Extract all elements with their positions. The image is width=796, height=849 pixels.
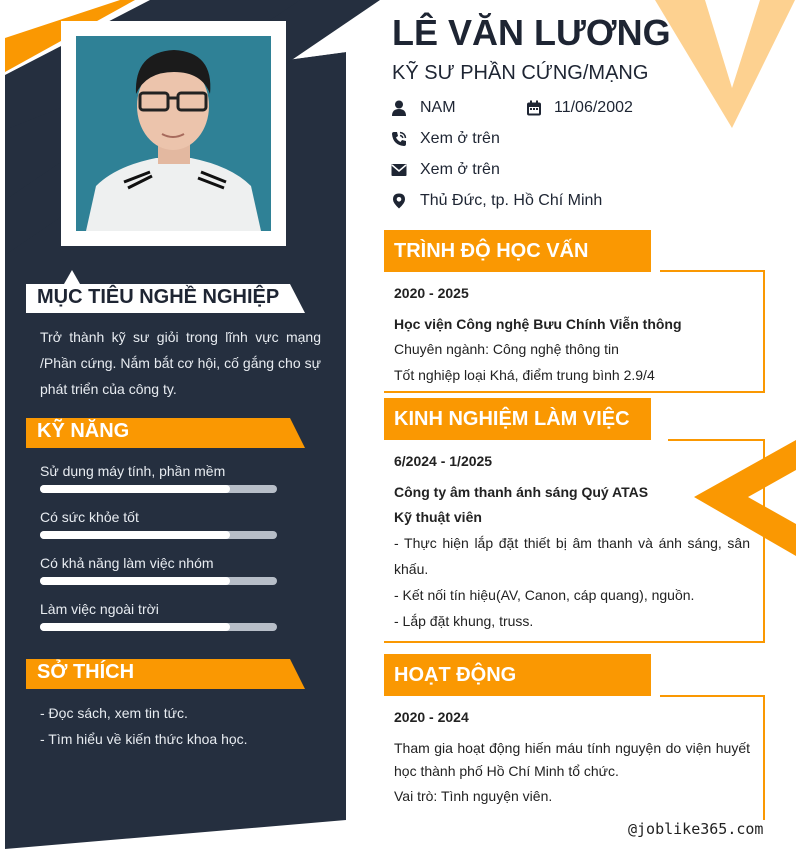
address-value: Thủ Đức, tp. Hồ Chí Minh bbox=[420, 192, 603, 209]
activities-frame bbox=[660, 696, 764, 820]
skill-label: Có sức khỏe tốt bbox=[40, 509, 139, 525]
v-decoration bbox=[655, 0, 795, 128]
skill-bar bbox=[40, 485, 277, 493]
education-period: 2020 - 2025 bbox=[394, 285, 469, 301]
hobbies-list bbox=[40, 700, 248, 752]
experience-company: Công ty âm thanh ánh sáng Quý ATAS bbox=[394, 484, 649, 500]
profile-photo bbox=[76, 36, 271, 231]
skill-bar-fill bbox=[40, 485, 230, 493]
experience-role: Kỹ thuật viên bbox=[394, 509, 482, 525]
skill-label: Làm việc ngoài trời bbox=[40, 601, 159, 617]
watermark: @joblike365.com bbox=[628, 820, 764, 838]
hobbies-heading: SỞ THÍCH bbox=[37, 661, 135, 683]
experience-task: - Lắp đặt khung, truss. bbox=[394, 613, 534, 629]
education-result: Tốt nghiệp loại Khá, điểm trung bình 2.9/4 bbox=[394, 367, 655, 383]
skill-bar-fill bbox=[40, 577, 230, 585]
hobby-item: - Đọc sách, xem tin tức. bbox=[40, 705, 188, 721]
hobby-item: - Tìm hiểu về kiến thức khoa học. bbox=[40, 731, 248, 747]
experience-period: 6/2024 - 1/2025 bbox=[394, 453, 493, 469]
skills-heading: KỸ NĂNG bbox=[37, 420, 130, 442]
birthdate-value: 11/06/2002 bbox=[554, 99, 633, 116]
skill-bar-fill bbox=[40, 623, 230, 631]
experience-task: - Thực hiện lắp đặt thiết bị âm thanh và ánh sáng, sân bbox=[394, 535, 750, 551]
mail-icon bbox=[391, 162, 407, 178]
skill-bar bbox=[40, 531, 277, 539]
education-heading: TRÌNH ĐỘ HỌC VẤN bbox=[384, 230, 651, 272]
phone-value: Xem ở trên bbox=[420, 130, 500, 147]
activities-description: Tham gia hoạt động hiến máu tính nguyện do viện huyết bbox=[394, 740, 750, 756]
experience-task: - Kết nối tín hiệu(AV, Canon, cáp quang), nguồn. bbox=[394, 587, 695, 603]
skill-label: Có khả năng làm việc nhóm bbox=[40, 555, 214, 571]
activities-role: Vai trò: Tình nguyện viên. bbox=[394, 788, 553, 804]
experience-task: khấu. bbox=[394, 561, 429, 577]
activities-heading: HOẠT ĐỘNG bbox=[384, 654, 651, 696]
skill-bar-fill bbox=[40, 531, 230, 539]
location-icon bbox=[391, 193, 407, 209]
activities-period: 2020 - 2024 bbox=[394, 709, 469, 725]
objective-heading: MỤC TIÊU NGHỀ NGHIỆP bbox=[37, 286, 280, 308]
job-title: KỸ SƯ PHẦN CỨNG/MẠNG bbox=[392, 62, 649, 84]
experience-heading: KINH NGHIỆM LÀM VIỆC bbox=[384, 398, 651, 440]
user-icon bbox=[391, 100, 407, 116]
education-school: Học viện Công nghệ Bưu Chính Viễn thông bbox=[394, 316, 682, 332]
gender-value: NAM bbox=[420, 99, 456, 116]
email-value: Xem ở trên bbox=[420, 161, 500, 178]
activities-description: học thành phố Hồ Chí Minh tổ chức. bbox=[394, 763, 619, 779]
candidate-name: LÊ VĂN LƯƠNG bbox=[392, 12, 671, 53]
phone-icon bbox=[391, 131, 407, 147]
skill-bar bbox=[40, 623, 277, 631]
skill-bar bbox=[40, 577, 277, 585]
skill-label: Sử dụng máy tính, phần mềm bbox=[40, 463, 226, 479]
calendar-icon bbox=[526, 100, 542, 116]
objective-text: Trở thành kỹ sư giỏi trong lĩnh vực mạng /Phần cứng. Nắm bắt cơ hội, cố gắng cho sự phát triển của công ty. bbox=[40, 329, 321, 397]
education-major: Chuyên ngành: Công nghệ thông tin bbox=[394, 341, 619, 357]
